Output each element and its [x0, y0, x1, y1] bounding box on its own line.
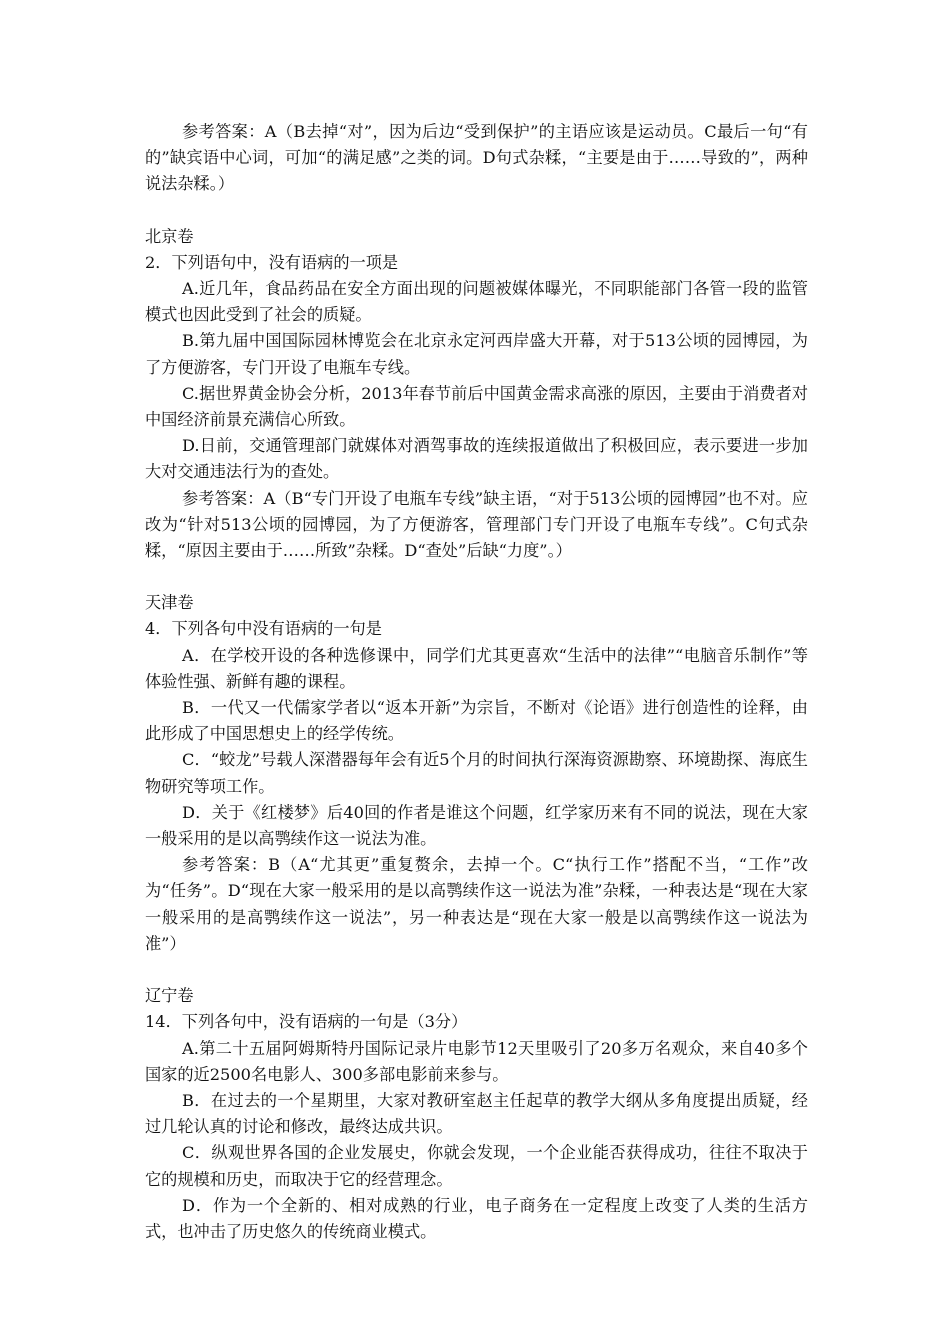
spacer: [145, 957, 808, 983]
spacer: [145, 198, 808, 224]
question-text: 2．下列语句中，没有语病的一项是: [145, 252, 399, 272]
option-d: D.日前，交通管理部门就媒体对酒驾事故的连续报道做出了积极回应，表示要进一步加大对交通违法行为的查处。: [145, 436, 808, 482]
option-a: A．在学校开设的各种选修课中，同学们尤其更喜欢“生活中的法律”“电脑音乐制作”等体验性强、新鲜有趣的课程。: [145, 645, 808, 691]
section-heading: 辽宁卷: [145, 986, 194, 1006]
document-body: [145, 119, 808, 1245]
option-b: B.第九届中国国际园林博览会在北京永定河西岸盛大开幕，对于513公顷的园博园，为了方便游客，专门开设了电瓶车专线。: [145, 331, 808, 377]
option-d: D．作为一个全新的、相对成熟的行业，电子商务在一定程度上改变了人类的生活方式，也冲击了历史悠久的传统商业模式。: [145, 1195, 808, 1241]
option-d: D．关于《红楼梦》后40回的作者是谁这个问题，红学家历来有不同的说法，现在大家一般采用的是以高鹗续作这一说法为准。: [145, 802, 808, 849]
option-c: C.据世界黄金协会分析，2013年春节前后中国黄金需求高涨的原因，主要由于消费者对中国经济前景充满信心所致。: [145, 383, 808, 430]
option-c: C．纵观世界各国的企业发展史，你就会发现，一个企业能否获得成功，往往不取决于它的规模和历史，而取决于它的经营理念。: [145, 1143, 808, 1189]
answer-text: 参考答案：A（B“专门开设了电瓶车专线”缺主语，“对于513公顷的园博园”也不对。应改为“针对513公顷的园博园，为了方便游客，管理部门专门开设了电瓶车专线”。C句式杂糅，“原因主要由于……所致”杂糅。D“查处”后缺“力度”。）: [145, 488, 808, 561]
option-b: B．一代又一代儒家学者以“返本开新”为宗旨，不断对《论语》进行创造性的诠释，由此形成了中国思想史上的经学传统。: [145, 698, 808, 744]
question-text: 14．下列各句中，没有语病的一句是（3分）: [145, 1012, 468, 1032]
section-heading: 北京卷: [145, 226, 194, 246]
spacer: [145, 564, 808, 590]
option-c: C．“蛟龙”号载人深潜器每年会有近5个月的时间执行深海资源勘察、环境勘探、海底生物研究等项工作。: [145, 750, 808, 796]
question-text: 4．下列各句中没有语病的一句是: [145, 619, 382, 639]
intro-answer: 参考答案：A（B去掉“对”，因为后边“受到保护”的主语应该是运动员。C最后一句“有的”缺宾语中心词，可加“的满足感”之类的词。D句式杂糅，“主要是由于……导致的”，两种说法杂糅。）: [145, 122, 808, 194]
option-a: A.近几年，食品药品在安全方面出现的问题被媒体曝光，不同职能部门各管一段的监管模式也因此受到了社会的质疑。: [145, 279, 808, 325]
section-heading: 天津卷: [145, 593, 194, 613]
answer-text: 参考答案：B（A“尤其更”重复赘余，去掉一个。C“执行工作”搭配不当，“工作”改为“任务”。D“现在大家一般采用的是以高鹗续作这一说法为准”杂糅，一种表达是“现在大家一般采用的是高鹗续作这一说法”，另一种表达是“现在大家一般是以高鹗续作这一说法为准”）: [145, 855, 808, 953]
option-b: B．在过去的一个星期里，大家对教研室赵主任起草的教学大纲从多角度提出质疑，经过几轮认真的讨论和修改，最终达成共识。: [145, 1090, 808, 1137]
option-a: A.第二十五届阿姆斯特丹国际记录片电影节12天里吸引了20多万名观众，来自40多个国家的近2500名电影人、300多部电影前来参与。: [145, 1038, 808, 1084]
